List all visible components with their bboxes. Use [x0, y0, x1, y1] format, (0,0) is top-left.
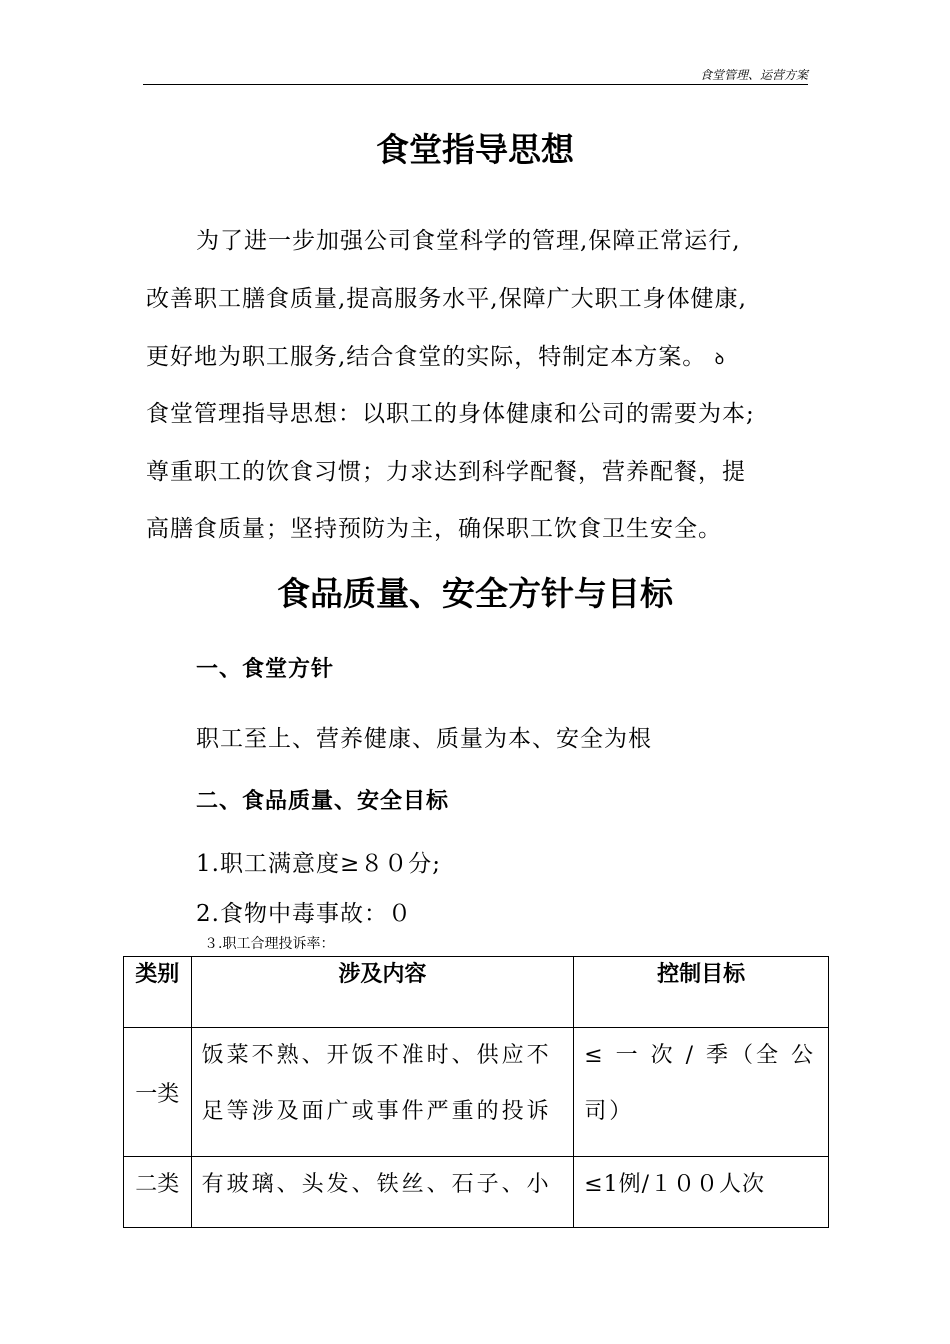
page-title: 食堂指导思想 [376, 130, 574, 169]
header-text: 食堂管理、运营方案 [699, 68, 808, 82]
row-category: 一类 [124, 1028, 192, 1157]
intro-line-2: 改善职工膳食质量,提高服务水平,保障广大职工身体健康, [146, 286, 747, 312]
intro-line-1: 为了进一步加强公司食堂科学的管理,保障正常运行, [196, 228, 741, 254]
row-content [191, 1028, 574, 1157]
header-content: 涉及内容 [191, 957, 574, 1028]
guide-line-3: 高膳食质量；坚持预防为主，确保职工饮食卫生安全。 [146, 516, 722, 542]
goal-item-3: ３.职工合理投诉率： [204, 936, 335, 952]
goal-item-2: 2.食物中毒事故：０ [196, 901, 412, 927]
table-header-row [124, 957, 829, 1028]
goal-item-1: 1.职工满意度≥８０分; [196, 851, 441, 877]
row-target [574, 1028, 829, 1157]
row-target-line: 司） [584, 1099, 635, 1124]
intro-line-3: 更好地为职工服务,结合食堂的实际，特制定本方案。 ꝺ [146, 344, 726, 370]
header-category: 类别 [124, 957, 192, 1028]
complaint-table [123, 956, 829, 1228]
section-title: 食品质量、安全方针与目标 [277, 574, 673, 613]
row-content-line: 足等涉及面广或事件严重的投诉 [201, 1099, 552, 1124]
row-target-line: ≤ 一 次 / 季（全 公 [584, 1043, 817, 1068]
section2-heading: 二、食品质量、安全目标 [196, 789, 450, 814]
header-target: 控制目标 [574, 957, 829, 1028]
row-category: 二类 [124, 1157, 192, 1228]
guide-line-1: 食堂管理指导思想：以职工的身体健康和公司的需要为本; [146, 401, 755, 427]
anchor-mark-icon: ꝺ [714, 349, 726, 368]
row-content: 有玻璃、头发、铁丝、石子、小 [191, 1157, 574, 1228]
guide-line-2: 尊重职工的饮食习惯；力求达到科学配餐，营养配餐，提 [146, 459, 746, 485]
section1-text: 职工至上、营养健康、质量为本、安全为根 [196, 726, 652, 752]
section1-heading: 一、食堂方针 [196, 657, 335, 682]
table-row [124, 1157, 829, 1228]
table-row [124, 1028, 829, 1157]
header-rule [143, 84, 808, 85]
row-target: ≤1例/１００人次 [574, 1157, 829, 1228]
row-content-line: 饭菜不熟、开饭不准时、供应不 [201, 1043, 552, 1068]
